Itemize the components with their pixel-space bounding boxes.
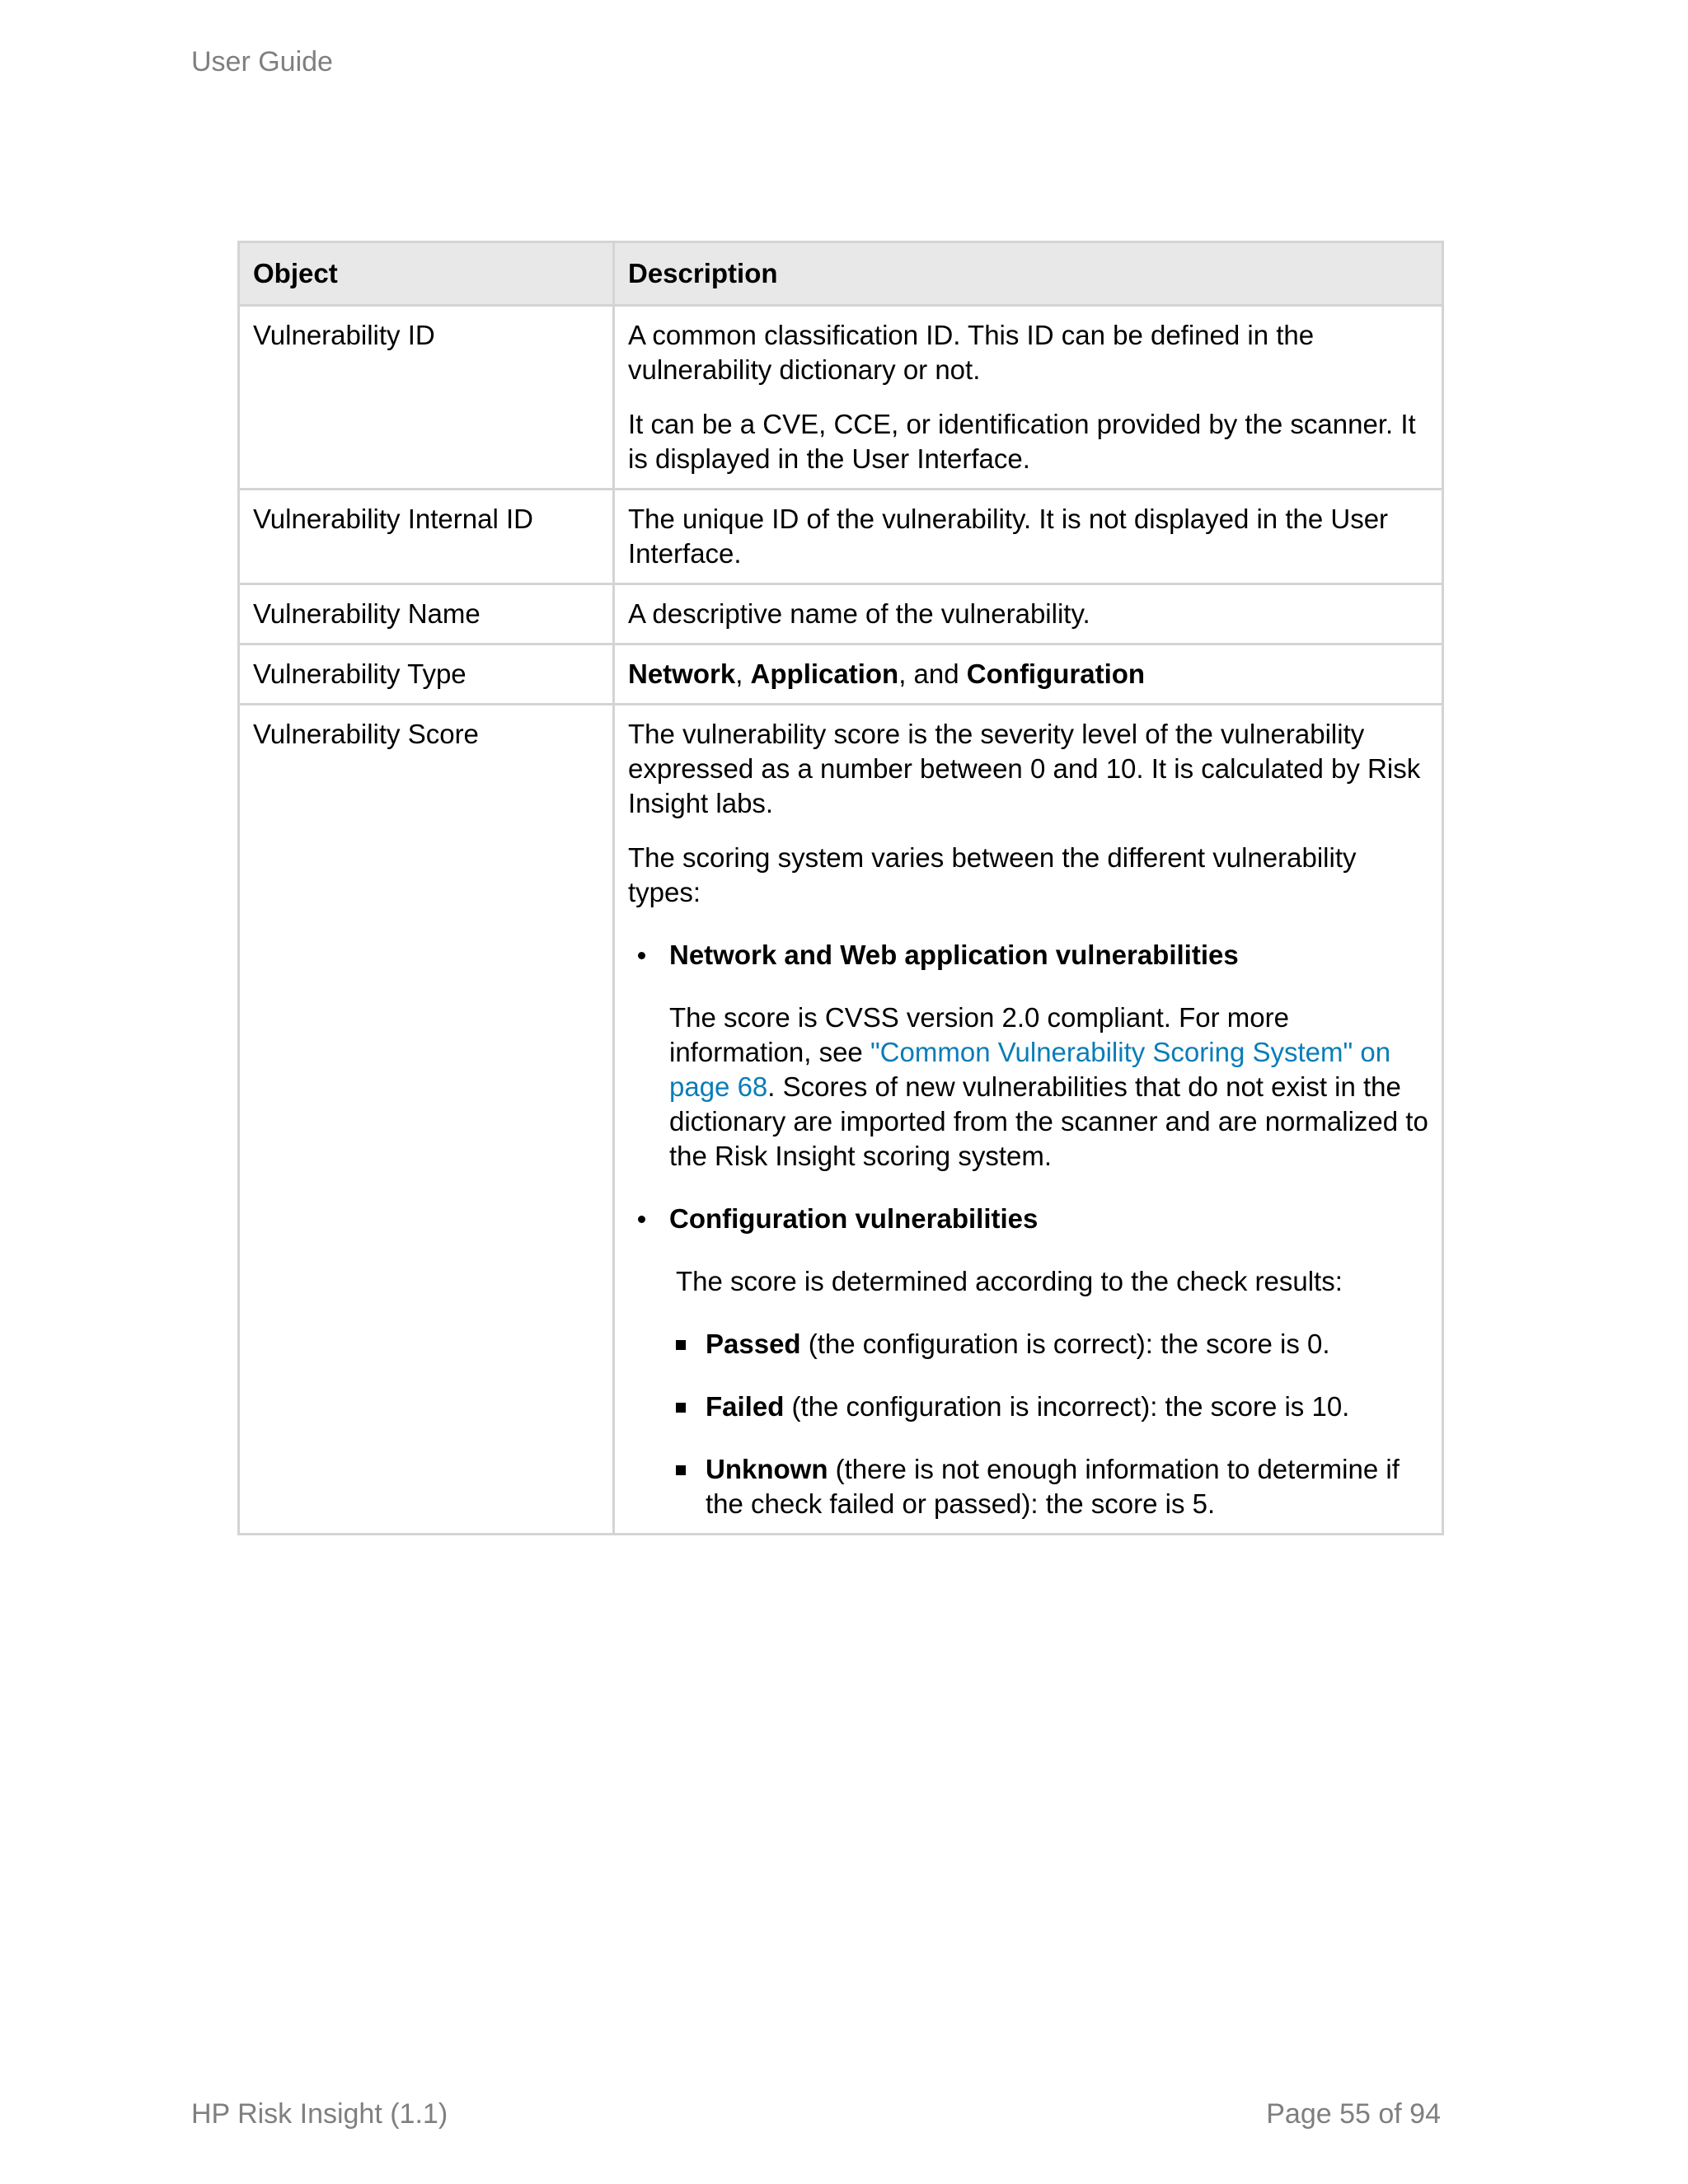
vulnerability-objects-table (237, 241, 1444, 1535)
table-row (239, 490, 1443, 584)
object-cell: Vulnerability Type (239, 644, 614, 705)
sub-bullet-label: Failed (706, 1391, 785, 1422)
bullet-body (628, 1001, 1428, 1174)
bullet-title: Configuration vulnerabilities (669, 1203, 1039, 1234)
object-cell: Vulnerability Name (239, 584, 614, 644)
description-paragraph: A common classification ID. This ID can be defined in the vulnerability dictionary or not. (628, 320, 1315, 385)
description-paragraph: The scoring system varies between the different vulnerability types: (628, 842, 1357, 907)
object-cell: Vulnerability Score (239, 705, 614, 1535)
page-header: User Guide (191, 46, 333, 77)
sub-bullet-item (628, 1452, 1428, 1521)
object-cell: Vulnerability ID (239, 306, 614, 490)
bullet-text: The score is CVSS version 2.0 compliant. For more information, see (669, 1002, 1289, 1067)
description-cell (614, 584, 1443, 644)
table-row (239, 705, 1443, 1535)
type-configuration: Configuration (966, 658, 1146, 689)
type-separator: , and (898, 658, 967, 689)
object-cell: Vulnerability Internal ID (239, 490, 614, 584)
type-application: Application (750, 658, 899, 689)
description-cell (614, 644, 1443, 705)
bullet-text: . Scores of new vulnerabilities that do not exist in the dictionary are imported from the scanner and are normalized to the Risk Insight scoring system. (669, 1071, 1428, 1171)
table-row (239, 306, 1443, 490)
sub-bullet-text: (the configuration is incorrect): the score is 10. (784, 1391, 1350, 1422)
table-header-row (239, 242, 1443, 306)
description-cell (614, 306, 1443, 490)
type-network: Network (628, 658, 736, 689)
column-header-object: Object (239, 242, 614, 306)
sub-bullet-item (628, 1327, 1428, 1361)
description-paragraph: It can be a CVE, CCE, or identification provided by the scanner. It is displayed in the User Interface. (628, 409, 1416, 474)
type-list (628, 657, 1428, 691)
square-bullet-icon (676, 1403, 686, 1413)
cvss-cross-reference-link[interactable]: "Common Vulnerability Scoring System" on page 68 (669, 1037, 1391, 1102)
sub-bullet-text: (the configuration is correct): the score is 0. (800, 1329, 1330, 1359)
description-cell (614, 705, 1443, 1535)
bullet-dot-icon (638, 1216, 645, 1223)
bullet-body: The score is determined according to the check results: (676, 1266, 1343, 1296)
column-header-description: Description (614, 242, 1443, 306)
description-paragraph: The vulnerability score is the severity level of the vulnerability expressed as a number between 0 and 10. It is calculated by Risk Insight labs. (628, 719, 1421, 818)
type-separator: , (735, 658, 751, 689)
sub-bullet-label: Passed (706, 1329, 801, 1359)
table-row (239, 584, 1443, 644)
sub-bullet-text: (there is not enough information to determine if the check failed or passed): the score is 5. (706, 1454, 1400, 1519)
bullet-dot-icon (638, 952, 645, 959)
description-cell (614, 490, 1443, 584)
bullet-item (628, 938, 1428, 972)
square-bullet-icon (676, 1465, 686, 1475)
table-row (239, 644, 1443, 705)
sub-bullet-label: Unknown (706, 1454, 828, 1484)
description-paragraph: The unique ID of the vulnerability. It is not displayed in the User Interface. (628, 504, 1389, 569)
bullet-item (628, 1202, 1428, 1236)
footer-product: HP Risk Insight (1.1) (191, 2098, 448, 2130)
square-bullet-icon (676, 1340, 686, 1350)
bullet-title: Network and Web application vulnerabilities (669, 940, 1239, 970)
description-paragraph: A descriptive name of the vulnerability. (628, 598, 1090, 629)
sub-bullet-item (628, 1390, 1428, 1424)
footer-page-number: Page 55 of 94 (1266, 2098, 1441, 2130)
